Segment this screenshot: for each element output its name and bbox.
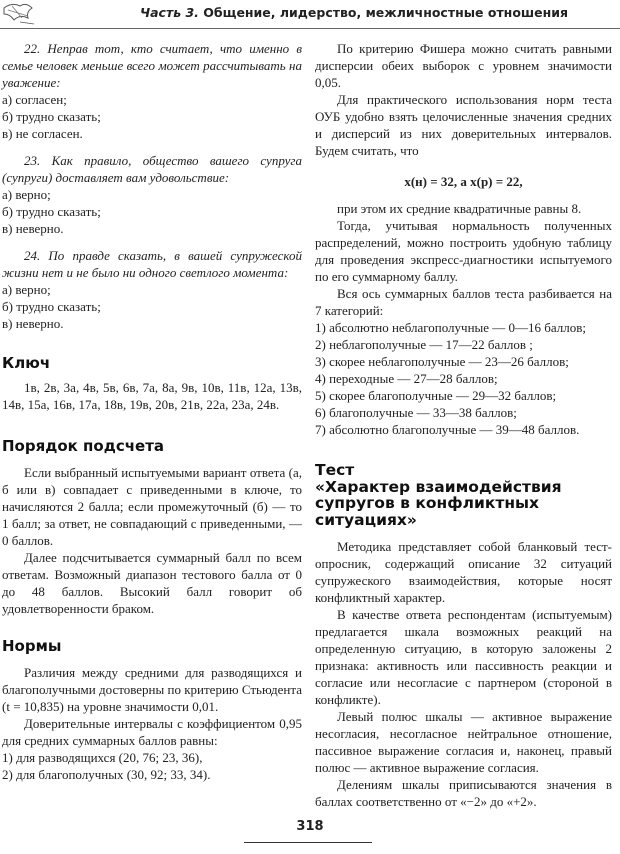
norms-section xyxy=(2,637,302,783)
test-paragraph: Делениям шкалы приписываются значения в баллах соответственно от «−2» до «+2». xyxy=(315,777,612,809)
question-text: 23. Как правило, общество вашего супруга (супруги) доставляет вам удовольствие: xyxy=(2,153,302,185)
option: а) верно; xyxy=(2,187,51,202)
page-number: 318 xyxy=(296,819,324,834)
option: в) неверно. xyxy=(2,316,64,331)
running-header xyxy=(0,0,620,29)
test-heading-line: Тест xyxy=(315,461,355,479)
option: б) трудно сказать; xyxy=(2,109,101,124)
formula: х(н) = 32, а х(р) = 22, xyxy=(404,174,523,189)
norms-paragraph: Доверительные интервалы с коэффициентом 0,95 для средних суммарных баллов равны: xyxy=(2,716,302,748)
norms-paragraph: Различия между средними для разводящихся и благополучными достоверны по критерию Стьюдента (t = 10,835) на уровне значимости 0,01. xyxy=(2,665,302,714)
interval-item: 2) для благополучных (30, 92; 33, 34). xyxy=(2,767,211,782)
option: б) трудно сказать; xyxy=(2,299,101,314)
scoring-heading: Порядок подсчета xyxy=(2,437,165,455)
left-column xyxy=(2,40,302,810)
category-item: 2) неблагополучные — 17—22 баллов ; xyxy=(315,337,533,352)
feather-pen-logo-icon xyxy=(2,0,36,26)
question-22 xyxy=(2,40,302,142)
test-heading xyxy=(315,462,612,528)
header-title xyxy=(140,4,568,21)
test-paragraph: Левый полюс шкалы — активное выражение несогласия, несогласное нейтральное отношение, пассивное выражение согласия и, наконец, правый полюс — активное выражение согласия. xyxy=(315,709,612,775)
category-item: 7) абсолютно благополучные — 39—48 баллов. xyxy=(315,422,580,437)
page-footer xyxy=(0,818,620,854)
right-column xyxy=(315,40,612,810)
test-section xyxy=(315,462,612,810)
chapter-title: Общение, лидерство, межличностные отношения xyxy=(203,5,569,20)
paragraph: Для практического использования норм теста ОУБ удобно взять целочисленные значения средних и дисперсий из них доверительных интервалов. Будем считать, что xyxy=(315,92,612,158)
paragraph: Тогда, учитывая нормальность полученных распределений, можно построить удобную таблицу для проведения экспресс-диагностики испытуемого по его суммарному баллу. xyxy=(315,218,612,284)
paragraph: По критерию Фишера можно считать равными дисперсии обеих выборок с уровнем значимости 0,05. xyxy=(315,41,612,90)
paragraph: при этом их средние квадратичные равны 8. xyxy=(337,201,582,216)
norms-heading: Нормы xyxy=(2,637,62,655)
interval-item: 1) для разводящихся (20, 76; 23, 36), xyxy=(2,750,203,765)
norms-continued xyxy=(315,40,612,438)
option: б) трудно сказать; xyxy=(2,204,101,219)
test-paragraph: В качестве ответа респондентам (испытуемым) предлагается шкала возможных реакций на определенную ситуацию, в которую заложены 2 признака: активность или пассивность реакции и согласие или несогласие с партнером (стороной в конфликте). xyxy=(315,607,612,707)
question-24 xyxy=(2,247,302,332)
test-paragraph: Методика представляет собой бланковый тест-опросник, содержащий описание 32 ситуаций супружеского взаимодействия, которые носят конфликтный характер. xyxy=(315,539,612,605)
category-item: 5) скорее благополучные — 29—32 баллов; xyxy=(315,388,557,403)
test-heading-line: супругов в конфликтных xyxy=(315,494,540,512)
test-heading-line: «Характер взаимодействия xyxy=(315,477,562,496)
option: в) неверно. xyxy=(2,221,64,236)
footer-rule xyxy=(244,842,372,843)
category-item: 3) скорее неблагополучные — 23—26 баллов; xyxy=(315,354,569,369)
page-body xyxy=(0,29,620,810)
key-text: 1в, 2в, 3а, 4в, 5в, 6в, 7а, 8а, 9в, 10в, 11в, 12а, 13в, 14в, 15а, 16в, 17а, 18в, 19в, 20в, 21в, 22а, 23а, 24в. xyxy=(2,380,302,412)
option: а) верно; xyxy=(2,282,51,297)
scoring-paragraph: Далее подсчитывается суммарный балл по всем ответам. Возможный диапазон тестового балла от 0 до 48 баллов. Высокий балл говорит об удовлетворенности браком. xyxy=(2,550,302,616)
category-item: 6) благополучные — 33—38 баллов; xyxy=(315,405,517,420)
part-label: Часть 3. xyxy=(140,5,199,20)
option: в) не согласен. xyxy=(2,126,83,141)
test-heading-line: ситуациях» xyxy=(315,510,417,529)
paragraph: Вся ось суммарных баллов теста разбивается на 7 категорий: xyxy=(315,286,612,318)
question-text: 22. Неправ тот, кто считает, что именно в семье человек меньше всего может рассчитывать на уважение: xyxy=(2,41,302,90)
key-heading: Ключ xyxy=(2,354,51,372)
scoring-section xyxy=(2,437,302,617)
option: а) согласен; xyxy=(2,92,67,107)
key-section xyxy=(2,354,302,413)
question-23 xyxy=(2,152,302,237)
category-item: 1) абсолютно неблагополучные — 0—16 баллов; xyxy=(315,320,587,335)
scoring-paragraph: Если выбранный испытуемыми вариант ответа (а, б или в) совпадает с приведенными в ключе, то начисляются 2 балла; если промежуточный (б) — то 1 балл; за ответ, не совпадающий с приведенными, — 0 баллов. xyxy=(2,465,302,548)
category-item: 4) переходные — 27—28 баллов; xyxy=(315,371,498,386)
question-text: 24. По правде сказать, в вашей супружеской жизни нет и не было ни одного светлого момента: xyxy=(2,248,302,280)
